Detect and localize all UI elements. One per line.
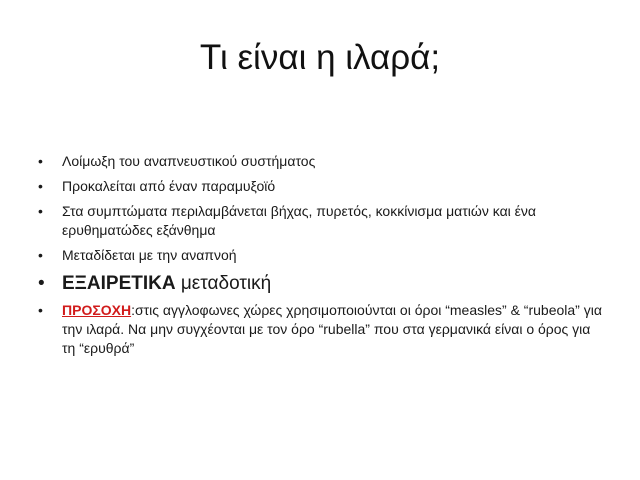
warning-text: :στις αγγλοφωνες χώρες χρησιμοποιούνται οι όροι “measles” & “rubeola” για την ιλαρά. Να μην συγχέονται με τον όρο “rubella” που στα γερμανικά είναι ο όρος για τη “ερυθρά” [62,302,602,356]
warning-list-item [36,301,606,358]
list-item [36,177,606,196]
bullet-dot: • [38,302,43,318]
emphasis-list-item [36,271,606,297]
bullet-dot: • [38,247,43,263]
bullet-text: Προκαλείται από έναν παραμυξοϊό [62,178,276,194]
emphasis-rest-text: μεταδοτική [175,273,272,294]
list-item [36,202,606,240]
warning-label: ΠΡΟΣΟΧΗ [62,302,132,318]
slide-title: Τι είναι η ιλαρά; [199,38,441,77]
bullet-dot: • [38,178,43,194]
bullet-dot: • [38,153,43,169]
bullet-dot: • [38,203,43,219]
bullet-list [36,152,606,364]
bullet-text: Λοίμωξη του αναπνευστικού συστήματος [62,153,316,169]
emphasis-bold-text: ΕΞΑΙΡΕΤΙΚΑ [62,273,176,294]
bullet-dot: • [38,273,45,294]
list-item [36,246,606,265]
list-item [36,152,606,171]
bullet-text: Μεταδίδεται με την αναπνοή [62,247,237,263]
bullet-text: Στα συμπτώματα περιλαμβάνεται βήχας, πυρετός, κοκκίνισμα ματιών και ένα ερυθηματώδες εξάνθημα [62,203,536,238]
